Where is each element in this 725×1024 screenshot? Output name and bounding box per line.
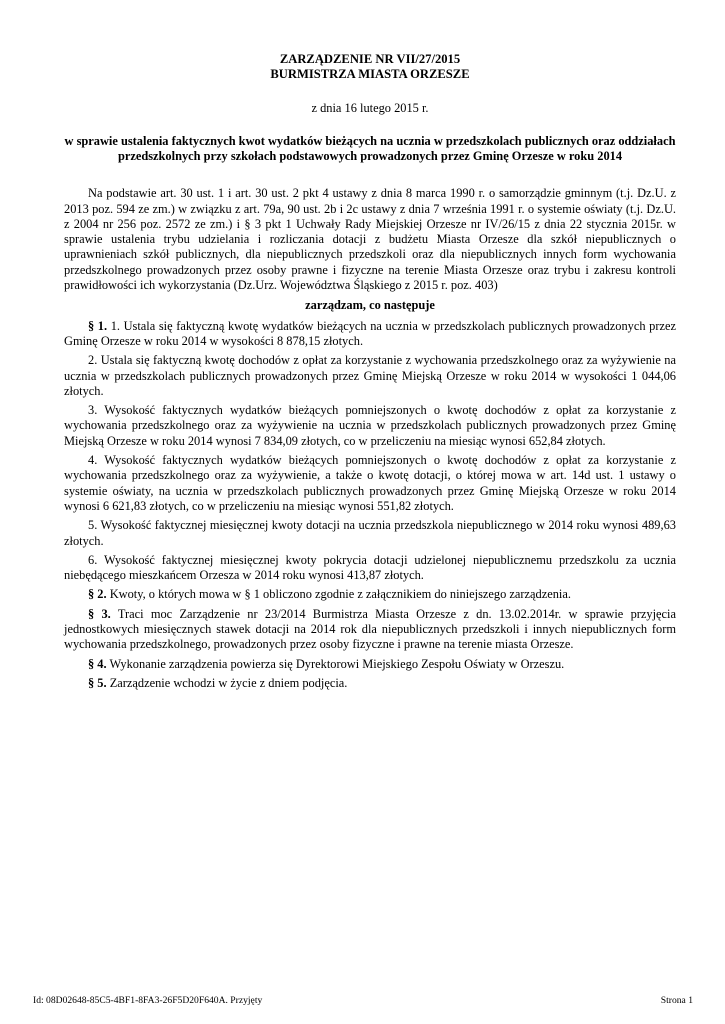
section-1-paragraph-5: 5. Wysokość faktycznej miesięcznej kwoty dotacji na ucznia przedszkola niepublicznego w 2014 roku wynosi 489,63 złotych.: [64, 518, 676, 548]
section-1-text: 1. Ustala się faktyczną kwotę wydatków bieżących na ucznia w przedszkolach publicznych prowadzonych przez Gminę Orzesze w roku 2014 w wysokości 8 878,15 złotych.: [64, 318, 676, 348]
section-5-label: § 5.: [88, 675, 107, 690]
title-line-1: ZARZĄDZENIE NR VII/27/2015: [279, 52, 461, 66]
decree-heading: zarządzam, co następuje: [305, 298, 435, 313]
section-3-text: Traci moc Zarządzenie nr 23/2014 Burmistrza Miasta Orzesze z dn. 13.02.2014r. w sprawie przyjęcia jednostkowych miesięcznych stawek dotacji na 2014 rok dla niepublicznych przedszkoli i innych niepublicznych form wychowania przedszkolnego, prowadzonych przez osoby fizyczne i prawne na terenie miasta Orzesze.: [64, 606, 676, 652]
section-3-paragraph: [64, 607, 676, 653]
section-1-paragraph-6: 6. Wysokość faktycznej miesięcznej kwoty pokrycia dotacji udzielonej niepublicznemu przedszkolu za ucznia niebędącego mieszkańcem Orzesza w 2014 roku wynosi 413,87 złotych.: [64, 552, 676, 583]
section-4-label: § 4.: [88, 656, 107, 671]
document-body: [64, 52, 676, 691]
document-id: Id: 08D02648-85C5-4BF1-8FA3-26F5D20F640A. Przyjęty: [33, 995, 263, 1006]
section-4-text: Wykonanie zarządzenia powierza się Dyrektorowi Miejskiego Zespołu Oświaty w Orzeszu.: [106, 656, 565, 671]
section-1-label: § 1.: [88, 318, 108, 333]
section-1-paragraph-4: 4. Wysokość faktycznych wydatków bieżących pomniejszonych o kwotę dochodów z opłat za korzystanie z wychowania przedszkolnego oraz za wyżywienie, a także o kwotę dotacji, o której mowa w art. 14d ust. 1 ustawy o systemie oświaty, na ucznia w przedszkolach publicznych prowadzonych przez Gminę Miejską Orzesze w roku 2014 wynosi 6 621,83 złotych, co w przeliczeniu na miesiąc wynosi 551,82 złotych.: [64, 453, 676, 513]
section-5-paragraph: [64, 676, 676, 691]
section-1-paragraph-3: 3. Wysokość faktycznych wydatków bieżących pomniejszonych o kwotę dochodów z opłat za korzystanie z wychowania przedszkolnego oraz za wyżywienie na ucznia w przedszkolach publicznych prowadzonych przez Gminę Miejską Orzesze w roku 2014 wynosi 7 834,09 złotych, co w przeliczeniu na miesiąc wynosi 652,84 złotych.: [64, 403, 676, 448]
section-4-paragraph: [64, 657, 676, 672]
section-1-paragraph-2: 2. Ustala się faktyczną kwotę dochodów z opłat za korzystanie z wychowania przedszkolnego oraz za wyżywienie na ucznia w przedszkolach publicznych prowadzonych przez Gminę Miejską Orzesze w roku 2014 w wysokości 1 044,06 złotych.: [64, 353, 676, 398]
document-date: z dnia 16 lutego 2015 r.: [311, 101, 429, 115]
section-1-paragraph-1: [64, 319, 676, 350]
document-title: [64, 52, 676, 82]
section-2-label: § 2.: [88, 587, 107, 602]
section-2-paragraph: [64, 587, 676, 602]
legal-basis-paragraph: Na podstawie art. 30 ust. 1 i art. 30 ust. 2 pkt 4 ustawy z dnia 8 marca 1990 r. o samorządzie gminnym (t.j. Dz.U. z 2013 poz. 594 ze zm.) w związku z art. 79a, 90 ust. 2b i 2c ustawy z dnia 7 września 1991 r. o systemie oświaty (t.j. Dz.U. z 2004 nr 256 poz. 2572 ze zm.) i § 3 pkt 1 Uchwały Rady Miejskiej Orzesze nr IV/26/15 z dnia 22 stycznia 2015r. w sprawie ustalenia trybu udzielania i rozliczania dotacji z budżetu Miasta Orzesze dla szkół niepublicznych o uprawnieniach szkół publicznych, dla niepublicznych przedszkoli oraz dla niepublicznych innych form wychowania przedszkolnego prowadzonych przez osoby prawne i fizyczne na terenie Miasta Orzesze oraz trybu i zakresu kontroli prawidłowości ich wykorzystania (Dz.Urz. Województwa Śląskiego z 2015 r. poz. 403): [64, 186, 676, 293]
title-line-2: BURMISTRZA MIASTA ORZESZE: [270, 67, 470, 81]
section-5-text: Zarządzenie wchodzi w życie z dniem podjęcia.: [106, 675, 348, 690]
section-3-label: § 3.: [88, 606, 111, 621]
section-2-text: Kwoty, o których mowa w § 1 obliczono zgodnie z załącznikiem do niniejszego zarządzenia.: [106, 587, 571, 602]
document-subject: w sprawie ustalenia faktycznych kwot wydatków bieżących na ucznia w przedszkolach publicznych oraz oddziałach przedszkolnych przy szkołach podstawowych prowadzonych przez Gminę Orzesze w roku 2014: [64, 134, 676, 164]
page-number: Strona 1: [660, 995, 693, 1006]
